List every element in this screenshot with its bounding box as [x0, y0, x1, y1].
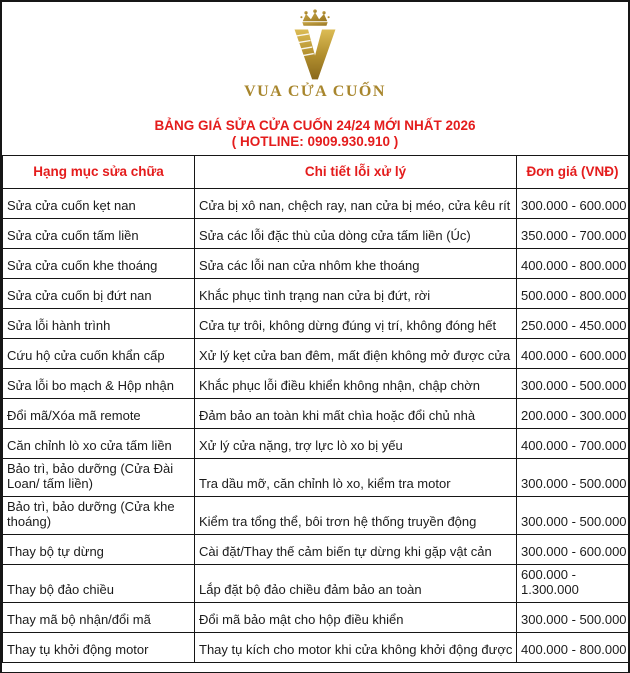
price-range: 250.000 - 450.000	[517, 309, 629, 339]
table-row	[3, 369, 629, 399]
fault-detail: Cửa bị xô nan, chệch ray, nan cửa bị méo, cửa kêu rít	[195, 189, 517, 219]
fault-detail: Cài đặt/Thay thế cảm biến tự dừng khi gặp vật cản	[195, 535, 517, 565]
fault-detail: Khắc phục tình trạng nan cửa bị đứt, rời	[195, 279, 517, 309]
service-item: Căn chỉnh lò xo cửa tấm liền	[3, 429, 195, 459]
fault-detail: Tra dầu mỡ, căn chỉnh lò xo, kiểm tra motor	[195, 459, 517, 497]
fault-detail: Sửa các lỗi nan cửa nhôm khe thoáng	[195, 249, 517, 279]
page-title-line1: BẢNG GIÁ SỬA CỬA CUỐN 24/24 MỚI NHẤT 2026	[154, 118, 476, 133]
hotline: ( HOTLINE: 0909.930.910 )	[231, 134, 399, 149]
price-range: 500.000 - 800.000	[517, 279, 629, 309]
column-header-price: Đơn giá (VNĐ)	[517, 156, 629, 189]
crown-icon	[300, 9, 329, 25]
price-range: 300.000 - 500.000	[517, 497, 629, 535]
service-item: Sửa cửa cuốn khe thoáng	[3, 249, 195, 279]
service-item: Sửa lỗi hành trình	[3, 309, 195, 339]
price-range: 200.000 - 300.000	[517, 399, 629, 429]
price-range: 300.000 - 600.000	[517, 189, 629, 219]
price-range: 350.000 - 700.000	[517, 219, 629, 249]
fault-detail: Xử lý kẹt cửa ban đêm, mất điện không mở được cửa	[195, 339, 517, 369]
service-item: Thay mã bộ nhận/đổi mã	[3, 603, 195, 633]
service-item: Thay bộ tự dừng	[3, 535, 195, 565]
service-item: Thay tụ khởi động motor	[3, 633, 195, 663]
price-range: 300.000 - 600.000	[517, 535, 629, 565]
price-range: 600.000 - 1.300.000	[517, 565, 629, 603]
brand-name: VUA CỬA CUỐN	[244, 83, 386, 100]
price-range: 300.000 - 500.000	[517, 369, 629, 399]
fault-detail: Đổi mã bảo mật cho hộp điều khiển	[195, 603, 517, 633]
table-row	[3, 279, 629, 309]
fault-detail: Khắc phục lỗi điều khiển không nhận, chập chờn	[195, 369, 517, 399]
service-item: Sửa cửa cuốn tấm liền	[3, 219, 195, 249]
service-item: Sửa cửa cuốn kẹt nan	[3, 189, 195, 219]
price-range: 300.000 - 500.000	[517, 459, 629, 497]
table-row	[3, 565, 629, 603]
table-row	[3, 399, 629, 429]
table-row	[3, 309, 629, 339]
price-range: 400.000 - 800.000	[517, 249, 629, 279]
brand-header	[2, 2, 628, 155]
v-letter	[295, 29, 336, 79]
fault-detail: Sửa các lỗi đặc thù của dòng cửa tấm liền (Úc)	[195, 219, 517, 249]
table-row	[3, 459, 629, 497]
service-item: Bảo trì, bảo dưỡng (Cửa Đài Loan/ tấm liền)	[3, 459, 195, 497]
table-row	[3, 249, 629, 279]
service-item: Thay bộ đảo chiều	[3, 565, 195, 603]
fault-detail: Thay tụ kích cho motor khi cửa không khởi động được	[195, 633, 517, 663]
table-row	[3, 429, 629, 459]
fault-detail: Đảm bảo an toàn khi mất chìa hoặc đổi chủ nhà	[195, 399, 517, 429]
price-range: 400.000 - 700.000	[517, 429, 629, 459]
page-title	[155, 118, 476, 150]
fault-detail: Xử lý cửa nặng, trợ lực lò xo bị yếu	[195, 429, 517, 459]
column-header-service: Hạng mục sửa chữa	[3, 156, 195, 189]
fault-detail: Kiểm tra tổng thể, bôi trơn hệ thống truyền động	[195, 497, 517, 535]
price-table-body	[3, 189, 629, 663]
price-range: 300.000 - 500.000	[517, 603, 629, 633]
table-header-row	[3, 156, 629, 189]
table-row	[3, 189, 629, 219]
table-row	[3, 339, 629, 369]
service-item: Bảo trì, bảo dưỡng (Cửa khe thoáng)	[3, 497, 195, 535]
column-header-detail: Chi tiết lỗi xử lý	[195, 156, 517, 189]
crown-v-logo-icon	[283, 9, 347, 81]
table-row	[3, 219, 629, 249]
price-range: 400.000 - 600.000	[517, 339, 629, 369]
fault-detail: Lắp đặt bộ đảo chiều đảm bảo an toàn	[195, 565, 517, 603]
fault-detail: Cửa tự trôi, không dừng đúng vị trí, không đóng hết	[195, 309, 517, 339]
price-table	[2, 155, 629, 663]
table-row	[3, 535, 629, 565]
table-row	[3, 497, 629, 535]
service-item: Sửa lỗi bo mạch & Hộp nhận	[3, 369, 195, 399]
service-item: Cứu hộ cửa cuốn khẩn cấp	[3, 339, 195, 369]
table-row	[3, 633, 629, 663]
price-range: 400.000 - 800.000	[517, 633, 629, 663]
table-row	[3, 603, 629, 633]
service-item: Sửa cửa cuốn bị đứt nan	[3, 279, 195, 309]
service-item: Đổi mã/Xóa mã remote	[3, 399, 195, 429]
